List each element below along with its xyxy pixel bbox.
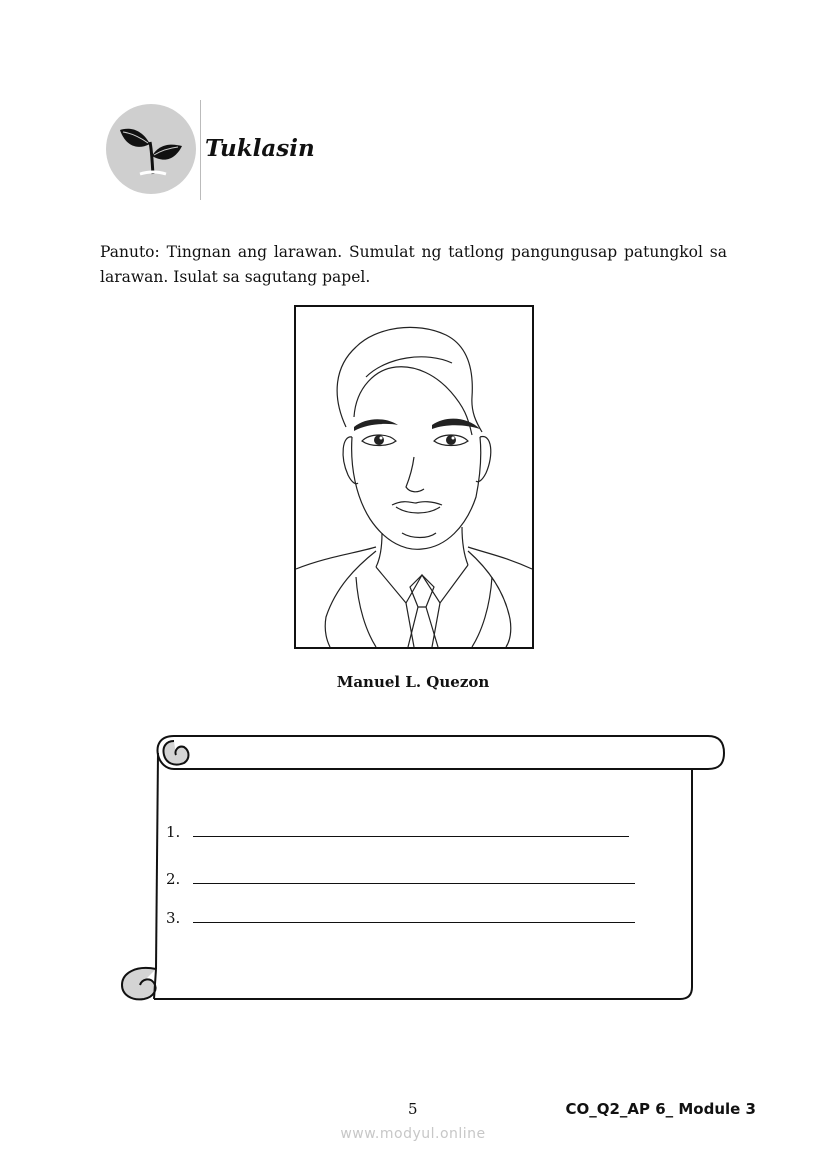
portrait-caption: Manuel L. Quezon [336, 673, 490, 691]
answer-line-2[interactable] [166, 869, 635, 888]
instructions-text: Panuto: Tingnan ang larawan. Sumulat ng tatlong pangungusap patungkol sa larawan. Isulat sa sagutang papel. [100, 243, 727, 286]
answer-line-1[interactable] [166, 822, 629, 841]
module-code: CO_Q2_AP 6_ Module 3 [565, 1100, 756, 1118]
section-title: Tuklasin [205, 135, 315, 162]
watermark: www.modyul.online [340, 1126, 486, 1142]
portrait-image [294, 305, 534, 649]
answer-number: 2. [166, 870, 181, 888]
answer-number: 3. [166, 909, 181, 927]
section-divider [200, 100, 201, 200]
answer-number: 1. [166, 823, 181, 841]
seedling-icon [106, 104, 196, 194]
page-number: 5 [408, 1100, 418, 1118]
answer-blank[interactable] [193, 869, 635, 884]
answer-blank[interactable] [193, 908, 635, 923]
answer-line-3[interactable] [166, 908, 635, 927]
answer-blank[interactable] [193, 822, 629, 837]
